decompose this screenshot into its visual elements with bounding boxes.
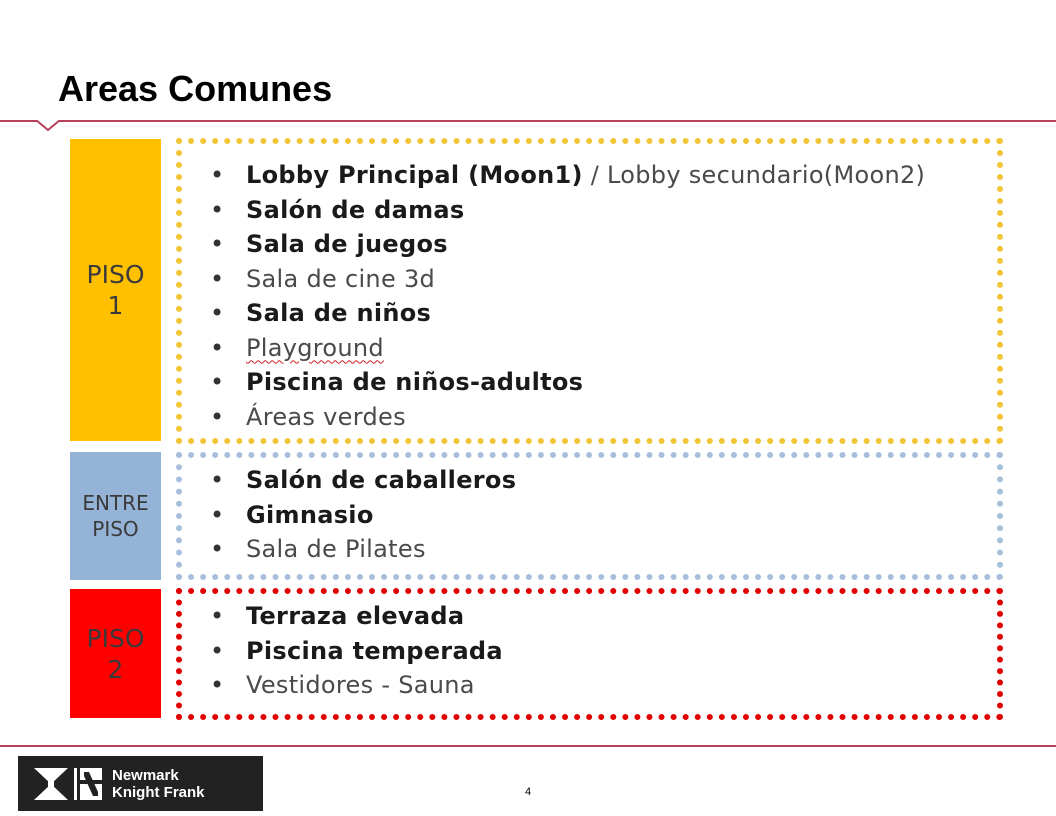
list-item: • Piscina de niños-adultos	[210, 368, 584, 396]
list-item: • Gimnasio	[210, 500, 374, 529]
piso-1-amenities-box	[176, 138, 1003, 444]
list-item: • Sala de niños	[210, 299, 432, 327]
logo-mark-icon	[34, 768, 102, 800]
piso-2-amenities-box	[176, 588, 1003, 720]
list-item: • Salón de caballeros	[210, 466, 517, 494]
footer-rule	[0, 745, 1056, 747]
floor-label-piso-2: PISO 2	[70, 589, 161, 718]
list-item: • Salón de damas	[210, 195, 465, 224]
list-item: • Sala de juegos	[210, 230, 448, 258]
list-item: • Lobby Principal (Moon1) / Lobby secundario(Moon2)	[210, 161, 926, 189]
list-item: • Vestidores - Sauna	[210, 671, 475, 699]
header-rule-notch	[36, 120, 60, 132]
entrepiso-list	[210, 463, 516, 567]
logo-text-line1: Newmark	[112, 766, 179, 784]
floor-label-piso-1: PISO 1	[70, 139, 161, 441]
piso-1-list	[210, 158, 925, 434]
list-item: • Piscina temperada	[210, 636, 503, 665]
page-title: Areas Comunes	[58, 68, 333, 109]
header-rule	[0, 120, 1056, 122]
company-logo	[18, 756, 263, 811]
list-item: • Sala de cine 3d	[210, 264, 436, 293]
floor-label-entrepiso: ENTRE PISO	[70, 452, 161, 580]
page-number: 4	[524, 786, 532, 798]
entrepiso-amenities-box	[176, 452, 1003, 580]
list-item: • Sala de Pilates	[210, 535, 426, 563]
logo-text-line2: Knight Frank	[112, 783, 205, 801]
piso-2-list	[210, 599, 503, 703]
list-item: • Playground	[210, 333, 384, 362]
list-item: • Terraza elevada	[210, 602, 465, 630]
list-item: • Áreas verdes	[210, 402, 406, 431]
